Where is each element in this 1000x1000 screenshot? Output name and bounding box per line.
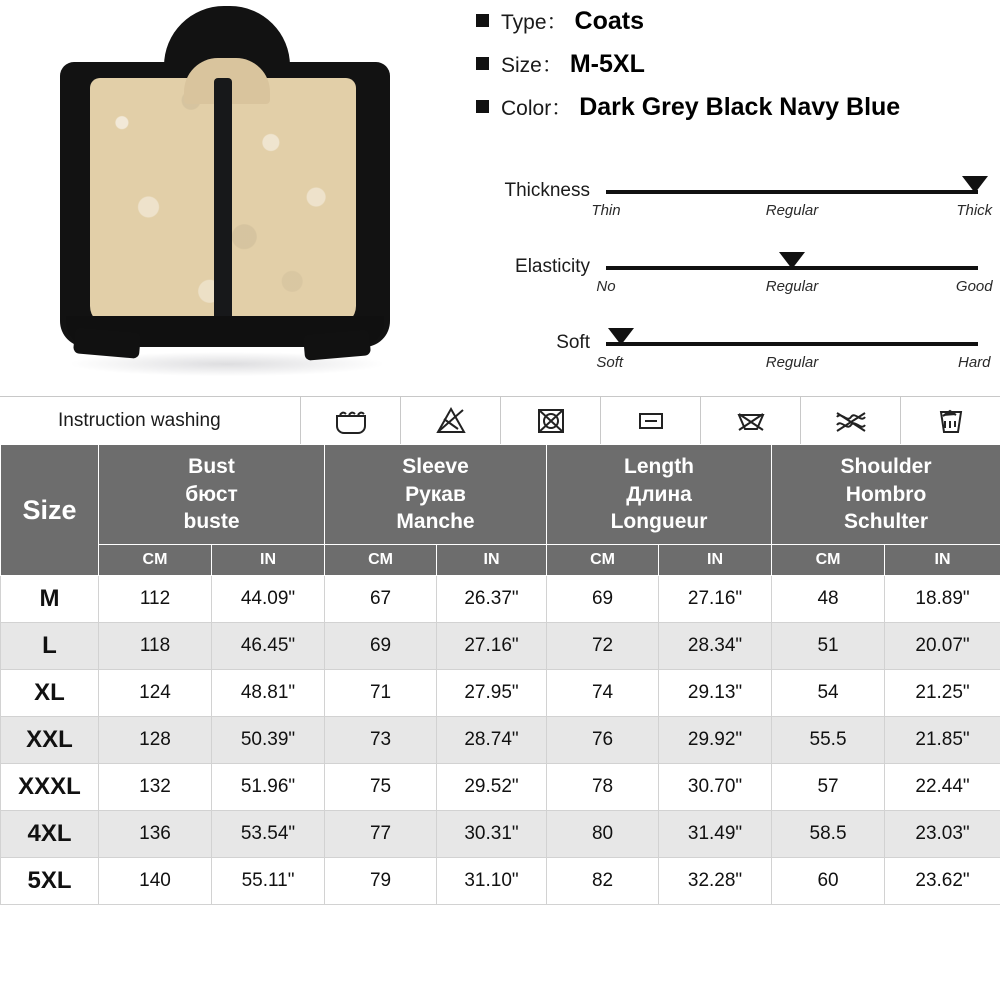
scale-tick: Regular	[765, 202, 819, 219]
cell-bust-in: 44.09"	[212, 576, 325, 623]
cell-length-in: 27.16"	[659, 576, 772, 623]
header-unit: IN	[885, 545, 1000, 576]
header-line: бюст	[185, 482, 238, 506]
row-size-label: M	[1, 576, 99, 623]
header-group-sleeve	[325, 445, 547, 545]
header-line: Manche	[396, 510, 475, 534]
cell-shoulder-cm: 54	[772, 670, 885, 717]
scale-tick: Regular	[765, 278, 819, 295]
cell-shoulder-in: 18.89"	[885, 576, 1000, 623]
square-bullet-icon	[476, 57, 489, 70]
cell-shoulder-cm: 48	[772, 576, 885, 623]
cell-shoulder-cm: 58.5	[772, 811, 885, 858]
scale-label-elasticity: Elasticity	[515, 256, 590, 277]
hand-wash-icon	[300, 397, 400, 445]
cell-shoulder-in: 21.85"	[885, 717, 1000, 764]
attribute-row-type	[476, 6, 900, 36]
cell-length-in: 31.49"	[659, 811, 772, 858]
table-row	[1, 811, 1000, 858]
cell-bust-cm: 136	[99, 811, 212, 858]
cell-bust-in: 51.96"	[212, 764, 325, 811]
scale-marker-thickness	[962, 176, 988, 193]
cell-bust-in: 48.81"	[212, 670, 325, 717]
cell-bust-in: 46.45"	[212, 623, 325, 670]
jacket-zipper	[214, 78, 232, 328]
cell-shoulder-in: 22.44"	[885, 764, 1000, 811]
cell-length-cm: 69	[547, 576, 659, 623]
cell-bust-in: 50.39"	[212, 717, 325, 764]
cell-bust-cm: 132	[99, 764, 212, 811]
cell-shoulder-in: 23.62"	[885, 858, 1000, 905]
cell-bust-cm: 124	[99, 670, 212, 717]
do-not-wring-icon	[800, 397, 900, 445]
attribute-label-color: Color：	[501, 97, 573, 120]
cell-sleeve-cm: 71	[325, 670, 437, 717]
header-unit: IN	[659, 545, 772, 576]
cell-shoulder-cm: 57	[772, 764, 885, 811]
table-row	[1, 858, 1000, 905]
row-size-label: 4XL	[1, 811, 99, 858]
scale-label-thickness: Thickness	[504, 180, 590, 201]
scale-tick: Hard	[958, 354, 991, 371]
washing-instruction-row	[0, 396, 1000, 446]
cell-sleeve-in: 30.31"	[437, 811, 547, 858]
scale-track-soft	[606, 342, 978, 346]
header-group-shoulder	[772, 445, 1000, 545]
cell-sleeve-in: 27.16"	[437, 623, 547, 670]
attribute-label-type: Type：	[501, 11, 568, 34]
scale-tick: Thick	[956, 202, 993, 219]
header-line: Schulter	[844, 510, 929, 534]
washing-icon-group	[300, 397, 1000, 445]
cell-length-cm: 80	[547, 811, 659, 858]
scale-tick: Thin	[591, 202, 621, 219]
cell-bust-in: 53.54"	[212, 811, 325, 858]
scale-label-soft: Soft	[556, 332, 590, 353]
cell-bust-cm: 118	[99, 623, 212, 670]
do-not-tumble-dry-icon	[500, 397, 600, 445]
table-row	[1, 623, 1000, 670]
table-row	[1, 576, 1000, 623]
scale-thickness	[478, 168, 993, 244]
property-scales	[478, 168, 993, 396]
header-unit: CM	[772, 545, 885, 576]
header-line: Длина	[626, 482, 692, 506]
header-line: Рукав	[405, 482, 466, 506]
header-line: Length	[624, 455, 695, 478]
cell-bust-cm: 128	[99, 717, 212, 764]
header-line: buste	[183, 510, 240, 534]
square-bullet-icon	[476, 14, 489, 27]
scale-marker-soft	[608, 328, 634, 345]
cell-sleeve-cm: 79	[325, 858, 437, 905]
header-size: Size	[1, 445, 99, 576]
washing-instruction-title: Instruction washing	[58, 410, 221, 431]
row-size-label: XL	[1, 670, 99, 717]
drip-dry-icon	[900, 397, 1000, 445]
row-size-label: XXXL	[1, 764, 99, 811]
cell-shoulder-in: 20.07"	[885, 623, 1000, 670]
scale-track-thickness	[606, 190, 978, 194]
attribute-value-type: Coats	[574, 7, 644, 35]
table-header-units	[1, 545, 1000, 576]
header-line: Hombro	[845, 482, 927, 506]
scale-tick: Regular	[765, 354, 819, 371]
header-unit: CM	[325, 545, 437, 576]
header-line: Shoulder	[840, 455, 932, 478]
attribute-label-size: Size：	[501, 54, 563, 77]
table-row	[1, 717, 1000, 764]
cell-sleeve-in: 27.95"	[437, 670, 547, 717]
header-unit: IN	[437, 545, 547, 576]
scale-ticks-elasticity	[596, 278, 993, 298]
cell-bust-in: 55.11"	[212, 858, 325, 905]
cell-sleeve-cm: 69	[325, 623, 437, 670]
cell-sleeve-cm: 73	[325, 717, 437, 764]
cell-length-in: 29.92"	[659, 717, 772, 764]
cell-length-in: 32.28"	[659, 858, 772, 905]
scale-tick: Good	[955, 278, 993, 295]
iron-low-heat-icon	[600, 397, 700, 445]
cell-sleeve-in: 28.74"	[437, 717, 547, 764]
cell-length-in: 29.13"	[659, 670, 772, 717]
product-info-section	[0, 0, 1000, 431]
attribute-value-color: Dark Grey Black Navy Blue	[579, 93, 901, 121]
cell-sleeve-in: 31.10"	[437, 858, 547, 905]
do-not-dry-clean-icon	[700, 397, 800, 445]
table-row	[1, 670, 1000, 717]
row-size-label: L	[1, 623, 99, 670]
attribute-row-size	[476, 49, 900, 79]
cell-shoulder-cm: 51	[772, 623, 885, 670]
table-header-groups	[1, 445, 1000, 545]
header-line: Bust	[188, 455, 235, 478]
cell-length-in: 30.70"	[659, 764, 772, 811]
cell-sleeve-in: 29.52"	[437, 764, 547, 811]
cell-shoulder-in: 23.03"	[885, 811, 1000, 858]
cell-shoulder-cm: 60	[772, 858, 885, 905]
header-unit: CM	[99, 545, 212, 576]
cell-length-cm: 78	[547, 764, 659, 811]
scale-tick: No	[596, 278, 616, 295]
cell-sleeve-cm: 75	[325, 764, 437, 811]
cell-sleeve-in: 26.37"	[437, 576, 547, 623]
table-row	[1, 764, 1000, 811]
size-chart-table	[0, 444, 1000, 905]
header-line: Sleeve	[402, 455, 469, 478]
cell-length-cm: 72	[547, 623, 659, 670]
scale-ticks-soft	[596, 354, 991, 374]
scale-marker-elasticity	[779, 252, 805, 269]
do-not-bleach-icon	[400, 397, 500, 445]
cell-sleeve-cm: 67	[325, 576, 437, 623]
product-image	[18, 0, 448, 396]
cell-length-cm: 76	[547, 717, 659, 764]
row-size-label: XXL	[1, 717, 99, 764]
square-bullet-icon	[476, 100, 489, 113]
scale-soft	[478, 320, 991, 396]
header-group-bust	[99, 445, 325, 545]
header-line: Longueur	[610, 510, 708, 534]
cell-shoulder-cm: 55.5	[772, 717, 885, 764]
row-size-label: 5XL	[1, 858, 99, 905]
scale-ticks-thickness	[591, 202, 993, 222]
cell-bust-cm: 140	[99, 858, 212, 905]
header-unit: CM	[547, 545, 659, 576]
cell-length-cm: 74	[547, 670, 659, 717]
header-group-length	[547, 445, 772, 545]
cell-shoulder-in: 21.25"	[885, 670, 1000, 717]
jacket-illustration	[18, 0, 448, 396]
cell-sleeve-cm: 77	[325, 811, 437, 858]
cell-length-in: 28.34"	[659, 623, 772, 670]
scale-elasticity	[478, 244, 993, 320]
attribute-row-color	[476, 92, 900, 122]
cell-bust-cm: 112	[99, 576, 212, 623]
scale-tick: Soft	[596, 354, 624, 371]
attribute-list	[476, 6, 900, 135]
attribute-value-size: M-5XL	[569, 50, 645, 78]
header-unit: IN	[212, 545, 325, 576]
cell-length-cm: 82	[547, 858, 659, 905]
